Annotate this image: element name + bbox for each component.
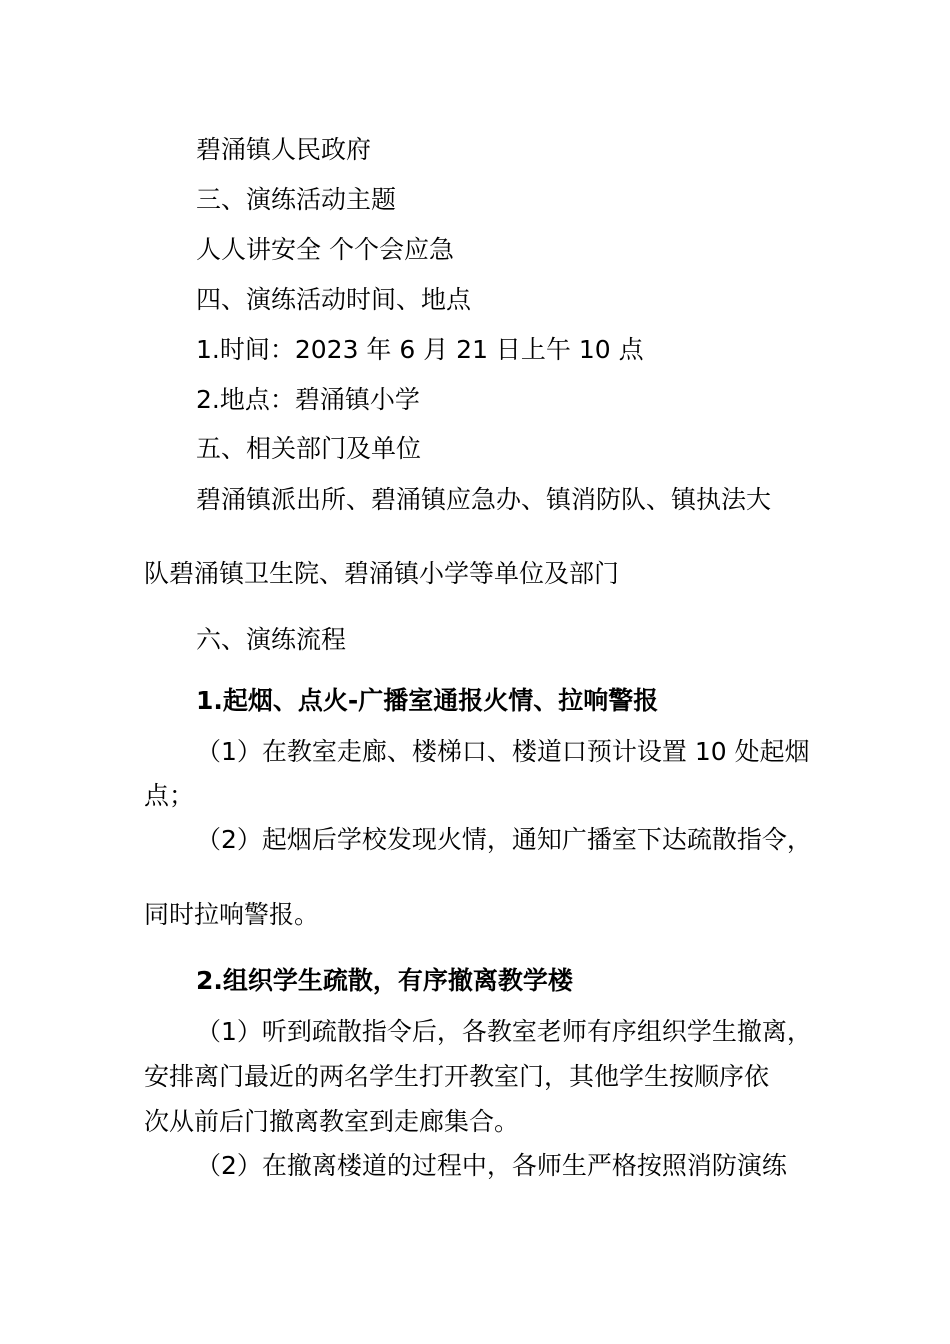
- step-2-heading: 2.组织学生疏散，有序撤离教学楼: [196, 966, 573, 995]
- departments-line-2: 队碧涌镇卫生院、碧涌镇小学等单位及部门: [144, 559, 620, 588]
- step-2-item-1-line-1: （1）听到疏散指令后，各教室老师有序组织学生撤离，: [196, 1017, 812, 1046]
- section-3-heading: 三、演练活动主题: [196, 185, 397, 214]
- drill-theme: 人人讲安全 个个会应急: [196, 235, 454, 264]
- section-5-heading: 五、相关部门及单位: [196, 434, 422, 463]
- step-1-item-2-line-2: 同时拉响警报。: [144, 900, 320, 929]
- step-1-item-1-line-1: （1）在教室走廊、楼梯口、楼道口预计设置 10 处起烟: [196, 737, 810, 766]
- section-6-heading: 六、演练流程: [196, 625, 347, 654]
- step-1-item-2-line-1: （2）起烟后学校发现火情，通知广播室下达疏散指令，: [196, 825, 812, 854]
- step-1-item-1-line-2: 点；: [144, 781, 195, 810]
- step-2-item-1-line-2: 安排离门最近的两名学生打开教室门，其他学生按顺序依: [144, 1062, 770, 1091]
- organizer-name: 碧涌镇人民政府: [196, 135, 372, 164]
- drill-time: 1.时间：2023 年 6 月 21 日上午 10 点: [196, 335, 644, 364]
- step-2-item-1-line-3: 次从前后门撤离教室到走廊集合。: [144, 1107, 520, 1136]
- section-4-heading: 四、演练活动时间、地点: [196, 285, 472, 314]
- departments-line-1: 碧涌镇派出所、碧涌镇应急办、镇消防队、镇执法大: [196, 485, 772, 514]
- step-2-item-2-line-1: （2）在撤离楼道的过程中，各师生严格按照消防演练: [196, 1151, 787, 1180]
- step-1-heading: 1.起烟、点火-广播室通报火情、拉响警报: [196, 686, 659, 715]
- drill-location: 2.地点：碧涌镇小学: [196, 385, 420, 414]
